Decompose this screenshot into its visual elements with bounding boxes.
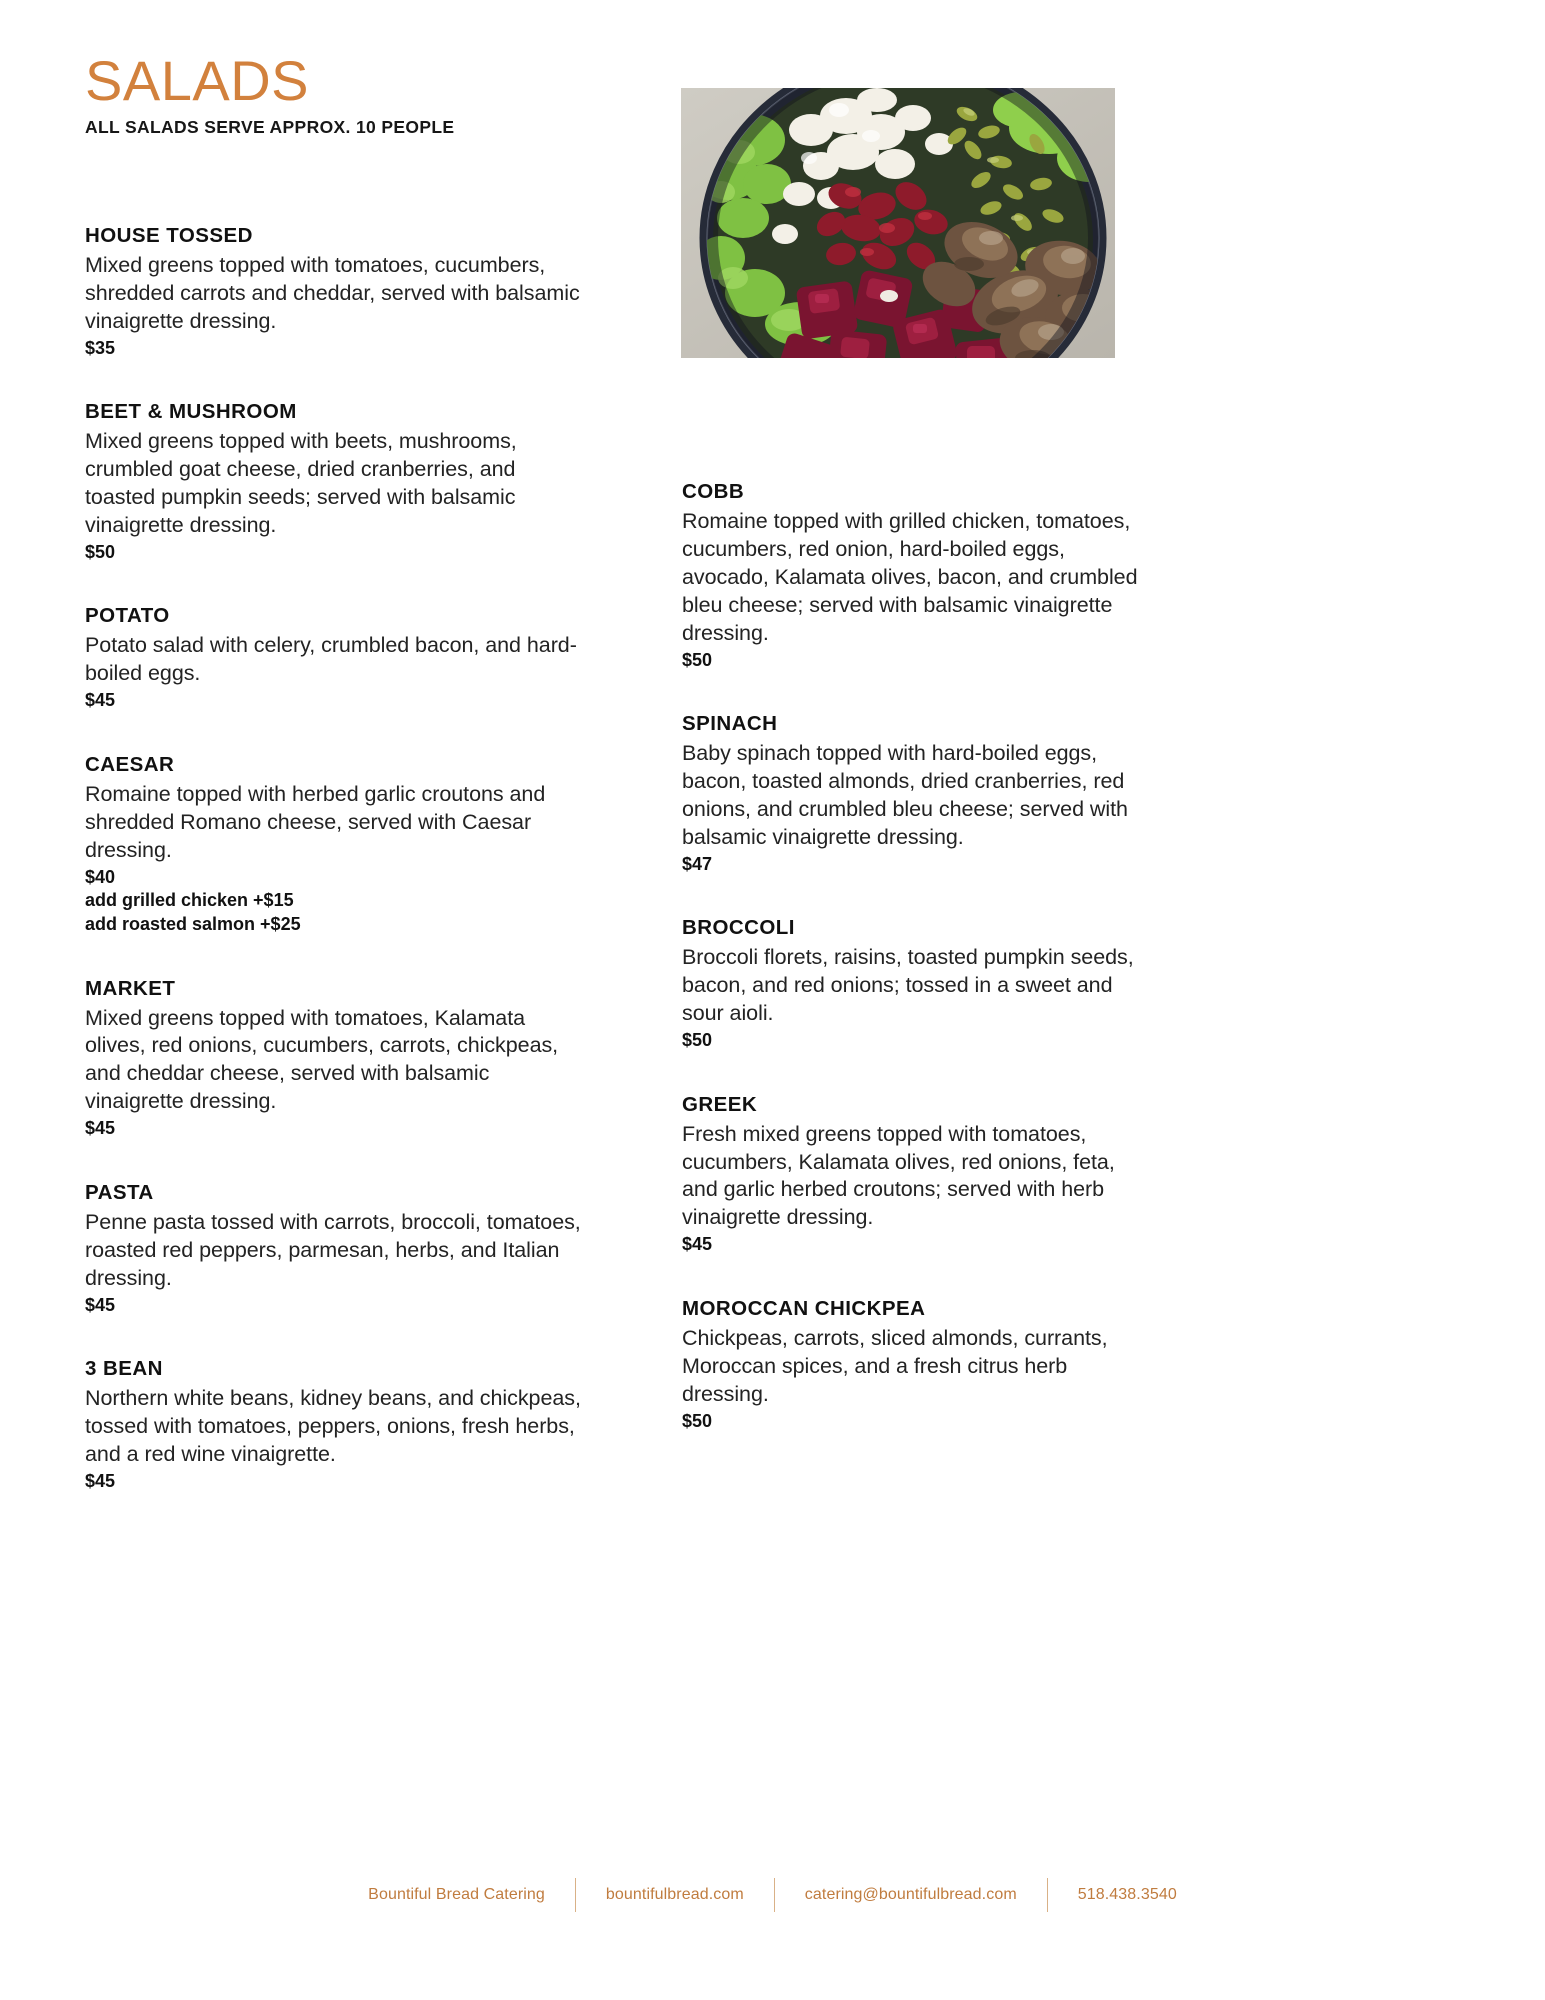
item-description: Mixed greens topped with beets, mushrooms, crumbled goat cheese, dried cranberries, and toasted pumpkin seeds; served with balsamic vinaigrette dressing.	[85, 429, 517, 538]
item-price: $45	[85, 690, 116, 711]
item-description: Penne pasta tossed with carrots, broccoli, tomatoes, roasted red peppers, parmesan, herbs, and Italian dressing.	[85, 1209, 581, 1290]
menu-item-3-bean	[85, 1355, 585, 1493]
salad-photo	[681, 88, 1115, 358]
item-name: GREEK	[682, 1092, 758, 1116]
item-description: Romaine topped with grilled chicken, tomatoes, cucumbers, red onion, hard-boiled eggs, avocado, Kalamata olives, bacon, and crumbled bleu cheese; served with balsamic vinaigrette dressing.	[682, 509, 1138, 645]
footer-company-name: Bountiful Bread Catering	[368, 1886, 545, 1903]
item-name: BEET & MUSHROOM	[85, 400, 297, 424]
menu-item-house-tossed	[85, 222, 585, 360]
item-name: PASTA	[85, 1180, 154, 1204]
item-addon-grilled-chicken: add grilled chicken +$15	[85, 890, 294, 910]
menu-column-left	[85, 222, 585, 1493]
item-description: Romaine topped with herbed garlic croutons and shredded Romano cheese, served with Caesar dressing.	[85, 781, 546, 862]
salad-photo-graphic	[681, 88, 1115, 358]
item-name: MARKET	[85, 976, 176, 1000]
item-price: $40	[85, 866, 116, 887]
menu-item-greek	[682, 1091, 1154, 1257]
menu-item-caesar	[85, 751, 585, 937]
item-description: Baby spinach topped with hard-boiled eggs, bacon, toasted almonds, dried cranberries, red onions, and crumbled bleu cheese; served with balsamic vinaigrette dressing.	[682, 741, 1128, 849]
menu-item-market	[85, 975, 585, 1141]
item-name: MOROCCAN CHICKPEA	[682, 1296, 926, 1320]
item-price: $35	[85, 337, 116, 358]
page-footer	[0, 1878, 1545, 1912]
footer-website-link[interactable]: bountifulbread.com	[605, 1886, 744, 1903]
item-price: $50	[85, 542, 116, 563]
menu-item-potato	[85, 602, 585, 712]
item-addon-roasted-salmon: add roasted salmon +$25	[85, 913, 301, 934]
menu-item-cobb	[682, 478, 1154, 672]
item-price: $50	[682, 1410, 713, 1431]
item-name: COBB	[682, 480, 745, 503]
item-price: $45	[85, 1118, 116, 1139]
page-header	[85, 49, 645, 138]
item-price: $45	[85, 1470, 116, 1491]
menu-column-right	[682, 478, 1154, 1433]
item-name: SPINACH	[682, 712, 778, 736]
item-name: HOUSE TOSSED	[85, 224, 253, 247]
item-price: $45	[85, 1294, 116, 1315]
menu-item-pasta	[85, 1179, 585, 1317]
page-title: SALADS	[85, 49, 309, 112]
item-price: $50	[682, 1030, 713, 1051]
item-description: Mixed greens topped with tomatoes, cucumbers, shredded carrots and cheddar, served with balsamic vinaigrette dressing.	[85, 253, 580, 333]
item-name: 3 BEAN	[85, 1356, 163, 1380]
menu-item-moroccan-chickpea	[682, 1295, 1154, 1433]
footer-email-link[interactable]: catering@bountifulbread.com	[804, 1886, 1017, 1903]
item-price: $47	[682, 853, 713, 874]
item-price: $50	[682, 649, 713, 670]
item-name: CAESAR	[85, 752, 175, 776]
item-description: Broccoli florets, raisins, toasted pumpkin seeds, bacon, and red onions; tossed in a sweet and sour aioli.	[682, 945, 1134, 1026]
item-description: Potato salad with celery, crumbled bacon, and hard-boiled eggs.	[85, 633, 577, 686]
item-description: Mixed greens topped with tomatoes, Kalamata olives, red onions, cucumbers, carrots, chickpeas, and cheddar cheese, served with balsamic vinaigrette dressing.	[85, 1005, 559, 1114]
menu-item-broccoli	[682, 914, 1154, 1052]
item-name: BROCCOLI	[682, 916, 795, 940]
menu-item-beet-and-mushroom	[85, 398, 585, 564]
item-price: $45	[682, 1234, 713, 1255]
footer-phone-number[interactable]: 518.438.3540	[1077, 1886, 1177, 1903]
menu-item-spinach	[682, 710, 1154, 876]
item-description: Northern white beans, kidney beans, and chickpeas, tossed with tomatoes, peppers, onions, fresh herbs, and a red wine vinaigrette.	[85, 1385, 581, 1466]
item-description: Chickpeas, carrots, sliced almonds, currants, Moroccan spices, and a fresh citrus herb dressing.	[682, 1325, 1108, 1406]
item-description: Fresh mixed greens topped with tomatoes, cucumbers, Kalamata olives, red onions, feta, and garlic herbed croutons; served with herb vinaigrette dressing.	[682, 1121, 1115, 1230]
page-subtitle: ALL SALADS SERVE APPROX. 10 PEOPLE	[85, 116, 455, 137]
item-name: POTATO	[85, 604, 170, 628]
